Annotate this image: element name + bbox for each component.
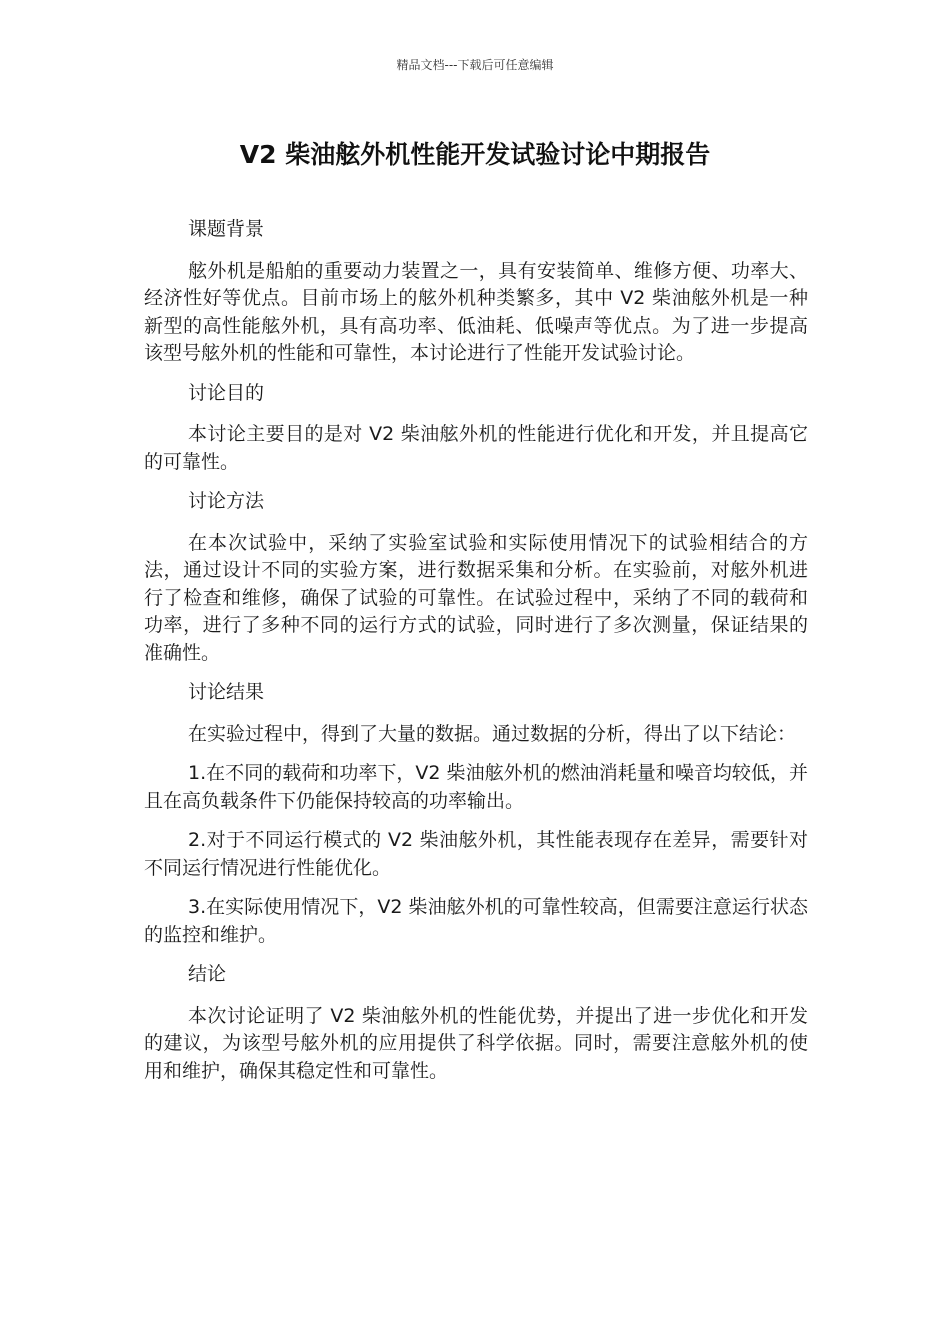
paragraph-background: 舷外机是船舶的重要动力装置之一，具有安装简单、维修方便、功率大、经济性好等优点。目前市场上的舷外机种类繁多，其中 V2 柴油舷外机是一种新型的高性能舷外机，具有高功率、低油耗、低噪声等优点。为了进一步提高该型号舷外机的性能和可靠性，本讨论进行了性能开发试验讨论。 bbox=[144, 259, 808, 364]
section-heading-purpose: 讨论目的 bbox=[188, 381, 265, 404]
document-body bbox=[144, 216, 808, 1097]
result-item-2: 2.对于不同运行模式的 V2 柴油舷外机，其性能表现存在差异，需要针对不同运行情况进行性能优化。 bbox=[144, 829, 808, 879]
result-item-3: 3.在实际使用情况下，V2 柴油舷外机的可靠性较高，但需要注意运行状态的监控和维护。 bbox=[144, 896, 808, 946]
page-header-watermark: 精品文档---下载后可任意编辑 bbox=[396, 58, 554, 72]
result-item-1: 1.在不同的载荷和功率下，V2 柴油舷外机的燃油消耗量和噪音均较低，并且在高负载条件下仍能保持较高的功率输出。 bbox=[144, 762, 808, 812]
section-heading-method: 讨论方法 bbox=[188, 490, 265, 512]
paragraph-results-intro: 在实验过程中，得到了大量的数据。通过数据的分析，得出了以下结论： bbox=[188, 722, 797, 745]
section-heading-conclusion: 结论 bbox=[188, 963, 227, 985]
paragraph-conclusion: 本次讨论证明了 V2 柴油舷外机的性能优势，并提出了进一步优化和开发的建议，为该型号舷外机的应用提供了科学依据。同时，需要注意舷外机的使用和维护，确保其稳定性和可靠性。 bbox=[144, 1004, 808, 1082]
document-title: V2 柴油舷外机性能开发试验讨论中期报告 bbox=[239, 140, 711, 169]
paragraph-method: 在本次试验中，采纳了实验室试验和实际使用情况下的试验相结合的方法，通过设计不同的实验方案，进行数据采集和分析。在实验前，对舷外机进行了检查和维修，确保了试验的可靠性。在试验过程中，采纳了不同的载荷和功率，进行了多种不同的运行方式的试验，同时进行了多次测量，保证结果的准确性。 bbox=[144, 531, 808, 664]
paragraph-purpose: 本讨论主要目的是对 V2 柴油舷外机的性能进行优化和开发，并且提高它的可靠性。 bbox=[144, 423, 808, 473]
section-heading-background: 课题背景 bbox=[188, 218, 265, 240]
section-heading-results: 讨论结果 bbox=[188, 681, 265, 703]
